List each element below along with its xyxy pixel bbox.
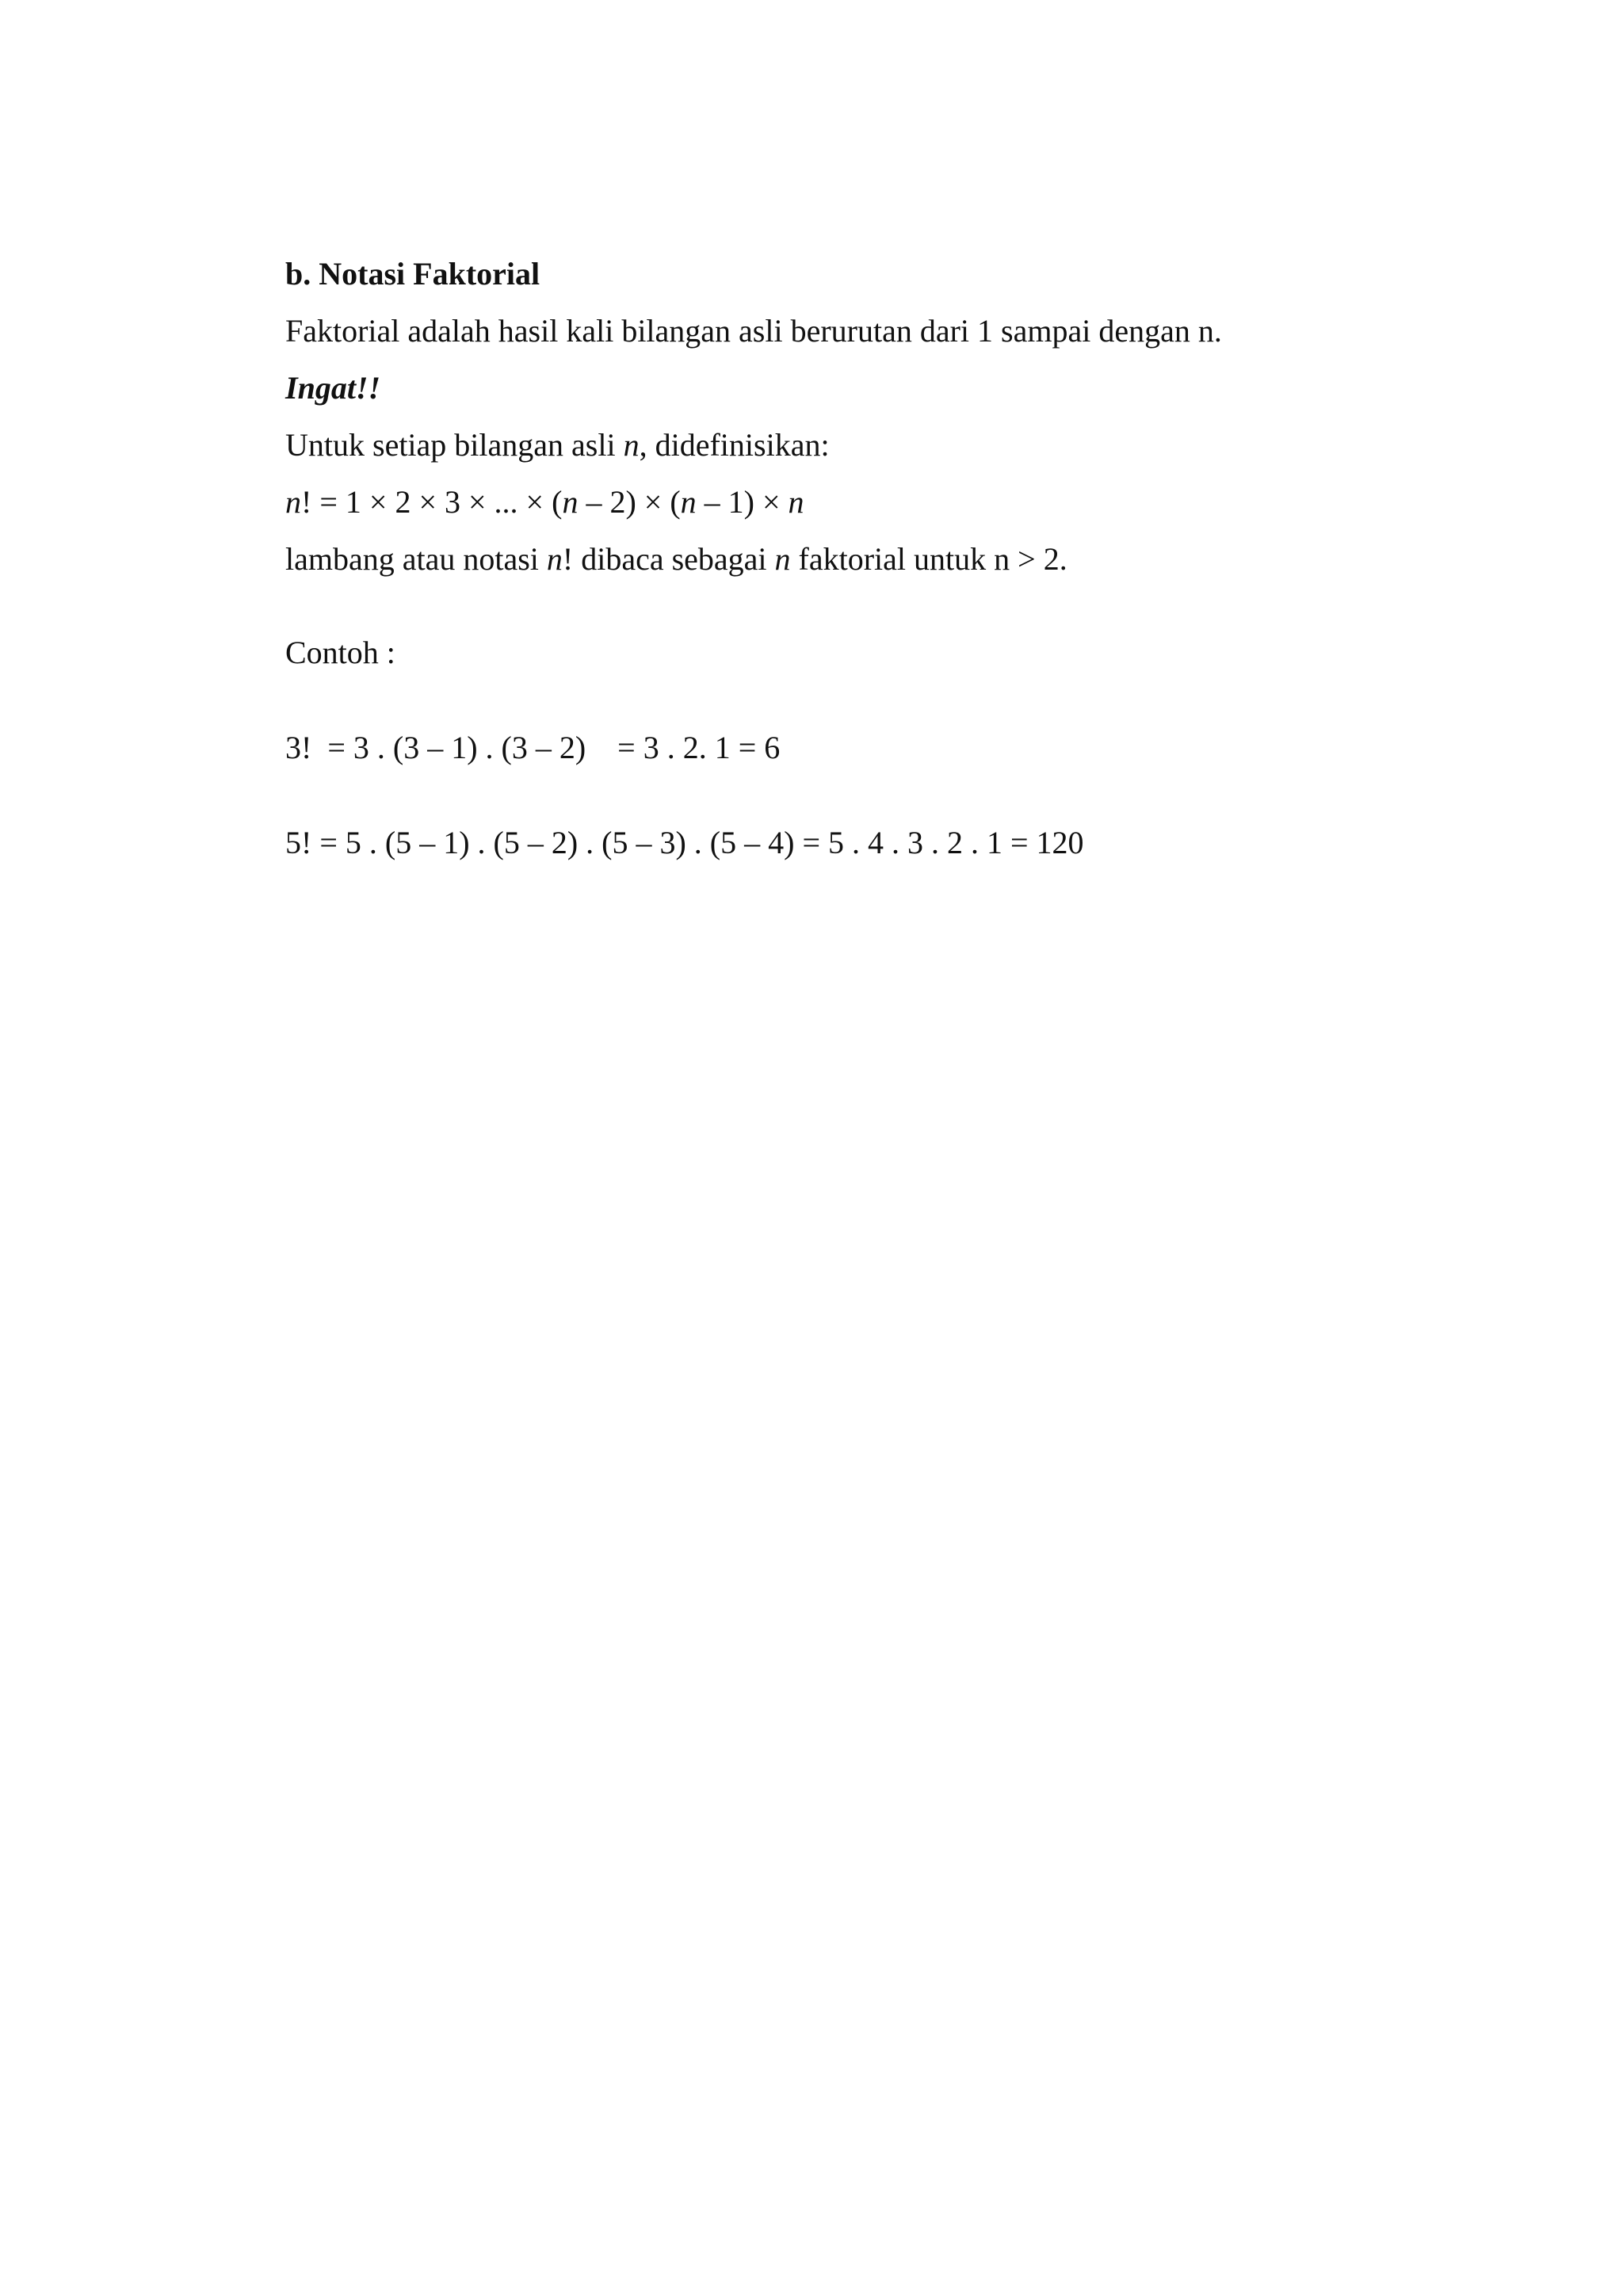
intro-pre: Untuk setiap bilangan asli (285, 427, 624, 463)
notation-pre: lambang atau notasi (285, 541, 547, 577)
intro-variable: n (623, 427, 640, 463)
intro-post: , didefinisikan: (639, 427, 830, 463)
formula-var-3: n (680, 484, 697, 520)
formula-var-1: n (285, 484, 301, 520)
formula-part-1: ! = 1 × 2 × 3 × ... × ( (301, 484, 563, 520)
section-title: b. Notasi Faktorial (285, 256, 540, 292)
formula-part-3: – 1) × (696, 484, 789, 520)
example-label: Contoh : (285, 635, 395, 670)
notation-sentence (285, 540, 1067, 578)
intro-sentence (285, 426, 830, 464)
formula-part-2: – 2) × ( (578, 484, 681, 520)
notation-mid: ! dibaca sebagai (562, 541, 775, 577)
notation-var-1: n (546, 541, 563, 577)
reminder-heading: Ingat!! (285, 370, 381, 406)
formula-var-4: n (788, 484, 804, 520)
example-equation: 5! = 5 . (5 – 1) . (5 – 2) . (5 – 3) . (5 – 4) = 5 . 4 . 3 . 2 . 1 = 120 (285, 825, 1084, 860)
example-equation: 3! = 3 . (3 – 1) . (3 – 2) = 3 . 2. 1 = 6 (285, 730, 781, 765)
definition-text: Faktorial adalah hasil kali bilangan asli berurutan dari 1 sampai dengan n. (285, 313, 1222, 349)
notation-post: faktorial untuk n > 2. (790, 541, 1067, 577)
factorial-formula (285, 483, 804, 521)
formula-var-2: n (562, 484, 579, 520)
notation-var-2: n (774, 541, 791, 577)
